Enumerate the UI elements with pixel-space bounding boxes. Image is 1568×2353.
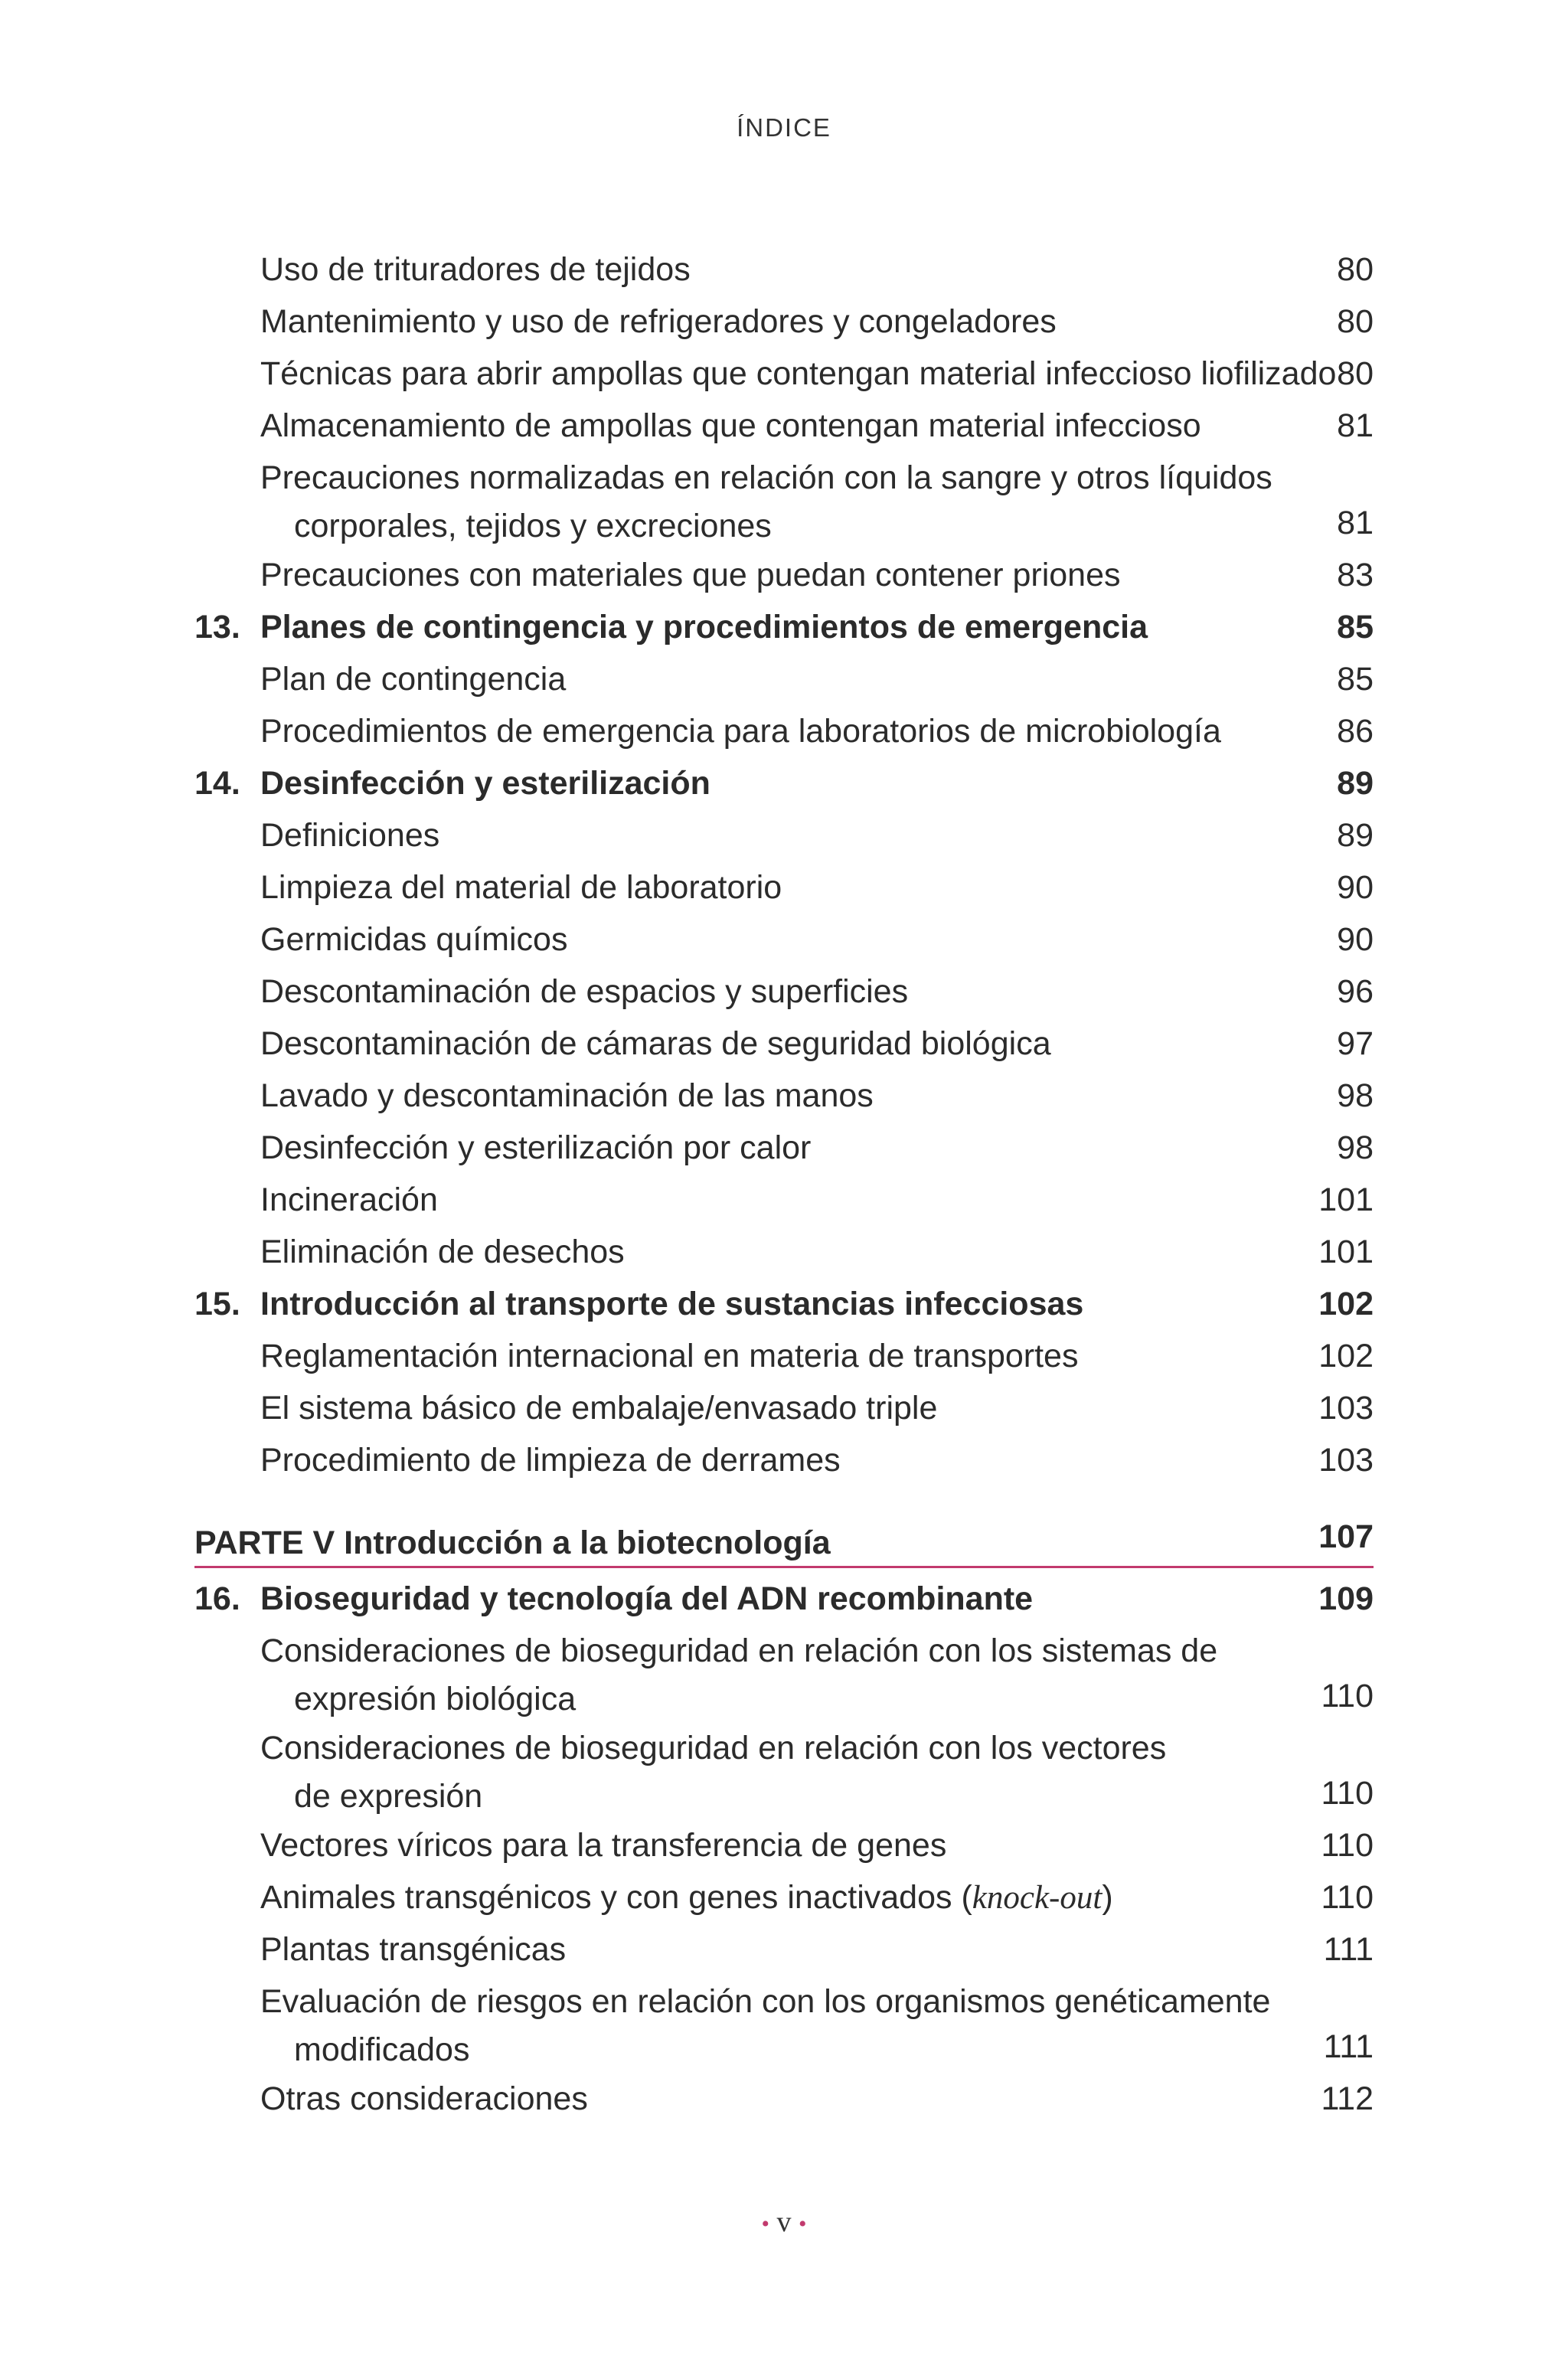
toc-entry-row bbox=[194, 1434, 1374, 1486]
toc-entry-row bbox=[194, 1625, 1374, 1722]
toc-title bbox=[260, 1976, 1270, 2073]
toc-title bbox=[260, 1871, 1113, 1924]
toc-page-number: 110 bbox=[1321, 1827, 1374, 1864]
toc-title bbox=[260, 1018, 1051, 1070]
toc-page-number: 110 bbox=[1321, 1775, 1374, 1812]
toc-title bbox=[260, 400, 1201, 452]
toc-page-number: 107 bbox=[1318, 1518, 1374, 1555]
toc-page-number: 101 bbox=[1318, 1234, 1374, 1270]
toc-title bbox=[260, 1434, 841, 1486]
toc-title bbox=[260, 1226, 625, 1278]
toc-title bbox=[260, 1330, 1078, 1382]
toc-entry-row bbox=[194, 1018, 1374, 1070]
toc-title bbox=[260, 1122, 811, 1174]
toc-entry-row bbox=[194, 913, 1374, 966]
toc-title bbox=[194, 1517, 831, 1569]
toc-title-line: Procedimiento de limpieza de derrames bbox=[260, 1442, 841, 1479]
toc-entry-row bbox=[194, 861, 1374, 913]
toc-title-line: Bioseguridad y tecnología del ADN recombinante bbox=[260, 1580, 1034, 1617]
toc-title bbox=[260, 348, 1336, 400]
toc-title bbox=[260, 1573, 1033, 1625]
toc-page-number: 102 bbox=[1318, 1286, 1374, 1322]
folio-number: v bbox=[776, 2206, 792, 2238]
toc-page-number: 97 bbox=[1337, 1025, 1374, 1062]
toc-entry-row bbox=[194, 809, 1374, 861]
toc-title bbox=[260, 966, 908, 1018]
toc-title bbox=[260, 1382, 937, 1434]
toc-page-number: 80 bbox=[1337, 355, 1374, 392]
toc-entry-row bbox=[194, 1330, 1374, 1382]
toc-page-number: 89 bbox=[1337, 765, 1374, 802]
toc-title-line: Lavado y descontaminación de las manos bbox=[260, 1077, 874, 1114]
toc-title bbox=[260, 705, 1221, 757]
toc-page-number: 111 bbox=[1323, 1931, 1374, 1968]
toc-entry-row bbox=[194, 966, 1374, 1018]
chapter-number: 15. bbox=[194, 1286, 240, 1322]
toc-title-line: Consideraciones de bioseguridad en relación con los sistemas de bbox=[260, 1632, 1218, 1669]
toc-entry-row bbox=[194, 1923, 1374, 1976]
toc-title-line: Uso de trituradores de tejidos bbox=[260, 251, 691, 288]
toc-entry-row bbox=[194, 400, 1374, 452]
toc-entry-row bbox=[194, 296, 1374, 348]
toc-title-line bbox=[260, 1871, 1113, 1924]
toc-title-line: Vectores víricos para la transferencia de genes bbox=[260, 1827, 947, 1864]
toc-title-line: Germicidas químicos bbox=[260, 921, 568, 958]
toc-entry-row bbox=[194, 1976, 1374, 2073]
toc-title-line: Eliminación de desechos bbox=[260, 1234, 625, 1270]
toc-page-number: 80 bbox=[1337, 251, 1374, 288]
toc-chapter-row bbox=[194, 1573, 1374, 1625]
page-number bbox=[0, 2205, 1568, 2239]
toc-title-line: Descontaminación de espacios y superficies bbox=[260, 973, 909, 1010]
toc-entry-row bbox=[194, 1226, 1374, 1278]
toc-title bbox=[260, 1819, 946, 1871]
toc-title-continuation: de expresión bbox=[294, 1778, 483, 1815]
toc-title-line: Definiciones bbox=[260, 817, 440, 854]
toc-page-number: 86 bbox=[1337, 713, 1374, 750]
toc-title bbox=[260, 1070, 874, 1122]
toc-entry-row bbox=[194, 1871, 1374, 1923]
toc-title bbox=[260, 809, 439, 861]
toc-title-text-after: ) bbox=[1102, 1879, 1113, 1916]
toc-title-line: Procedimientos de emergencia para laboratorios de microbiología bbox=[260, 713, 1221, 750]
toc-title-italic: knock-out bbox=[972, 1880, 1102, 1916]
toc-title-line: Desinfección y esterilización por calor bbox=[260, 1129, 812, 1166]
toc-title-line: Almacenamiento de ampollas que contengan material infeccioso bbox=[260, 407, 1201, 444]
chapter-number: 14. bbox=[194, 765, 240, 802]
toc-entry-row bbox=[194, 549, 1374, 601]
toc-title bbox=[260, 1923, 566, 1976]
toc-title-line: Plantas transgénicas bbox=[260, 1931, 567, 1968]
folio-bullet-right: • bbox=[799, 2211, 807, 2237]
toc-title-line: Introducción al transporte de sustancias infecciosas bbox=[260, 1286, 1084, 1322]
toc-page-number: 101 bbox=[1318, 1181, 1374, 1218]
toc-title bbox=[260, 653, 566, 705]
chapter-number: 13. bbox=[194, 609, 240, 645]
toc-entry-row bbox=[194, 653, 1374, 705]
toc-page-number: 98 bbox=[1337, 1129, 1374, 1166]
toc-page-number: 90 bbox=[1337, 869, 1374, 906]
toc-page-number: 81 bbox=[1337, 505, 1374, 541]
table-of-contents bbox=[194, 243, 1374, 2125]
toc-title-line: Limpieza del material de laboratorio bbox=[260, 869, 782, 906]
toc-title-line: Consideraciones de bioseguridad en relación con los vectores bbox=[260, 1730, 1167, 1766]
toc-title bbox=[260, 1278, 1083, 1330]
toc-title bbox=[260, 2073, 588, 2125]
toc-chapter-row bbox=[194, 757, 1374, 809]
toc-page-number: 81 bbox=[1337, 407, 1374, 444]
toc-entry-row bbox=[194, 1722, 1374, 1819]
toc-part-heading bbox=[194, 1517, 1374, 1568]
toc-title bbox=[260, 861, 782, 913]
toc-chapter-row bbox=[194, 1278, 1374, 1330]
toc-title-line: PARTE V Introducción a la biotecnología bbox=[194, 1525, 831, 1561]
toc-title bbox=[260, 243, 691, 296]
toc-page-number: 103 bbox=[1318, 1442, 1374, 1479]
toc-page-number: 103 bbox=[1318, 1390, 1374, 1427]
toc-page-number: 96 bbox=[1337, 973, 1374, 1010]
toc-title bbox=[260, 1625, 1217, 1722]
toc-entry-row bbox=[194, 2073, 1374, 2125]
toc-entry-row bbox=[194, 452, 1374, 549]
toc-page-number: 89 bbox=[1337, 817, 1374, 854]
toc-entry-row bbox=[194, 1122, 1374, 1174]
toc-title bbox=[260, 913, 567, 966]
toc-title-line: Técnicas para abrir ampollas que contengan material infeccioso liofilizado bbox=[260, 355, 1337, 392]
toc-title-line: Reglamentación internacional en materia de transportes bbox=[260, 1338, 1079, 1374]
toc-title-line: Plan de contingencia bbox=[260, 661, 567, 698]
toc-page-number: 102 bbox=[1318, 1338, 1374, 1374]
toc-title-continuation: expresión biológica bbox=[294, 1681, 577, 1717]
toc-title bbox=[260, 1174, 438, 1226]
toc-title bbox=[260, 296, 1057, 348]
toc-title-continuation: corporales, tejidos y excreciones bbox=[294, 508, 772, 544]
toc-title-continuation: modificados bbox=[294, 2031, 470, 2068]
toc-page-number: 109 bbox=[1318, 1580, 1374, 1617]
toc-title bbox=[260, 452, 1272, 549]
toc-entry-row bbox=[194, 243, 1374, 296]
toc-title-line: Desinfección y esterilización bbox=[260, 765, 710, 802]
toc-page-number: 111 bbox=[1323, 2028, 1374, 2065]
toc-title bbox=[260, 757, 710, 809]
toc-page-number: 80 bbox=[1337, 303, 1374, 340]
toc-entry-row bbox=[194, 1382, 1374, 1434]
toc-entry-row bbox=[194, 705, 1374, 757]
toc-page-number: 110 bbox=[1321, 1879, 1374, 1916]
toc-title-line: Descontaminación de cámaras de seguridad biológica bbox=[260, 1025, 1051, 1062]
toc-title-line: Precauciones normalizadas en relación con la sangre y otros líquidos bbox=[260, 459, 1272, 496]
toc-page-number: 83 bbox=[1337, 557, 1374, 593]
toc-page-number: 85 bbox=[1337, 661, 1374, 698]
toc-title bbox=[260, 549, 1121, 601]
toc-title-line: Planes de contingencia y procedimientos de emergencia bbox=[260, 609, 1148, 645]
toc-page-number: 112 bbox=[1321, 2080, 1374, 2117]
toc-title-line: Incineración bbox=[260, 1181, 438, 1218]
toc-title-line: Evaluación de riesgos en relación con los organismos genéticamente bbox=[260, 1983, 1271, 2020]
toc-page-number: 90 bbox=[1337, 921, 1374, 958]
toc-title-line: Precauciones con materiales que puedan contener priones bbox=[260, 557, 1121, 593]
toc-title bbox=[260, 601, 1148, 653]
toc-title-text: Animales transgénicos y con genes inactivados ( bbox=[260, 1879, 972, 1916]
toc-entry-row bbox=[194, 348, 1374, 400]
toc-title bbox=[260, 1722, 1166, 1819]
toc-entry-row bbox=[194, 1819, 1374, 1871]
running-title: ÍNDICE bbox=[737, 113, 831, 142]
toc-entry-row bbox=[194, 1070, 1374, 1122]
toc-page-number: 98 bbox=[1337, 1077, 1374, 1114]
toc-title-line: Otras consideraciones bbox=[260, 2080, 588, 2117]
toc-entry-row bbox=[194, 1174, 1374, 1226]
toc-title-line: El sistema básico de embalaje/envasado triple bbox=[260, 1390, 938, 1427]
chapter-number: 16. bbox=[194, 1580, 240, 1617]
toc-page-number: 110 bbox=[1321, 1678, 1374, 1714]
toc-page-number: 85 bbox=[1337, 609, 1374, 645]
toc-title-line: Mantenimiento y uso de refrigeradores y congeladores bbox=[260, 303, 1057, 340]
toc-chapter-row bbox=[194, 601, 1374, 653]
folio-bullet-left: • bbox=[761, 2211, 769, 2237]
